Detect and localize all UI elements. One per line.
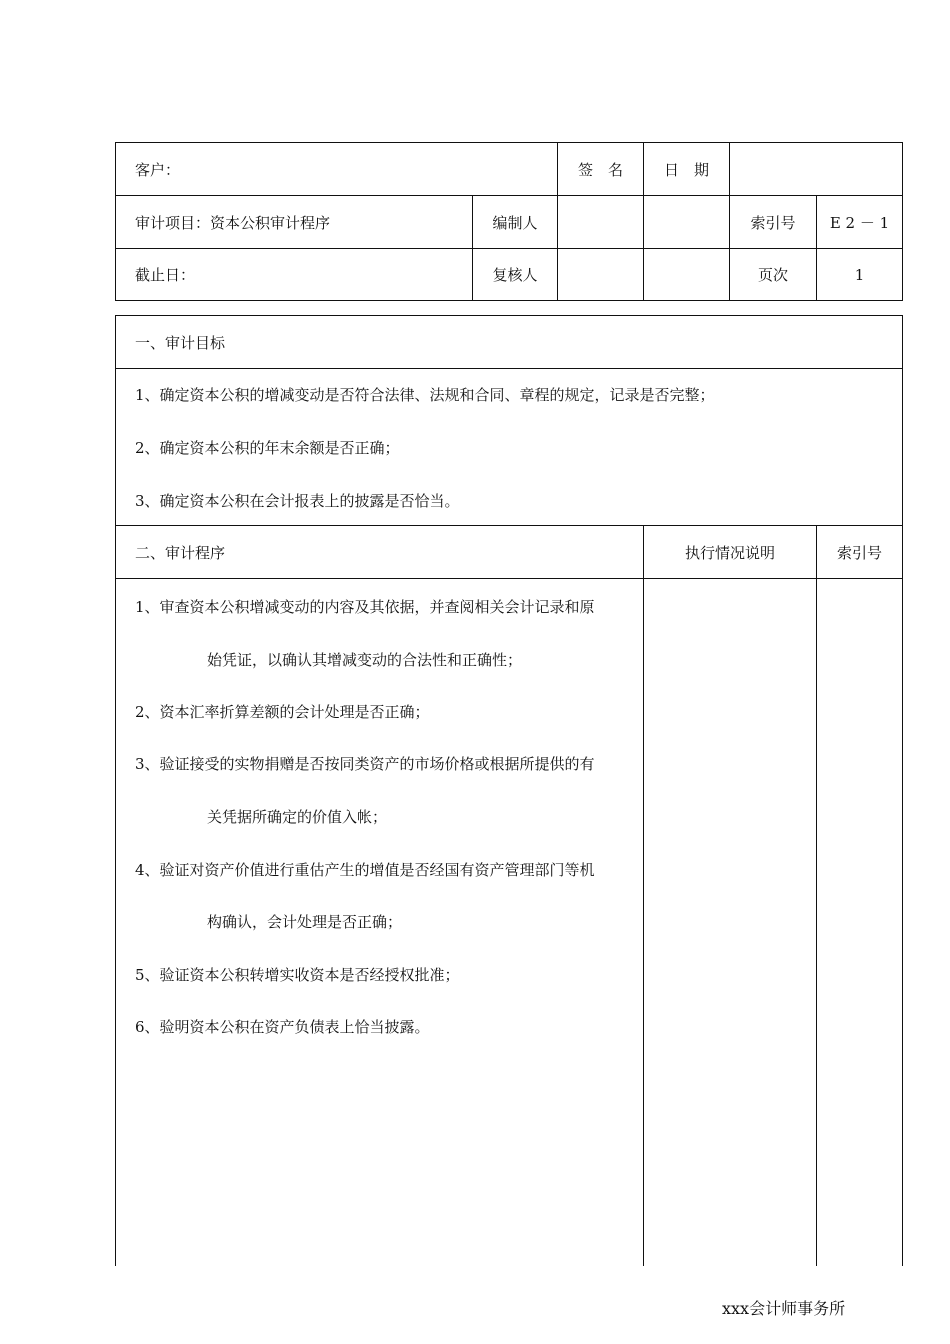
procedure-line: 1、审查资本公积增减变动的内容及其依据，并查阅相关会计记录和原 bbox=[135, 598, 595, 616]
procedure-line: 2、资本汇率折算差额的会计处理是否正确； bbox=[135, 703, 430, 721]
sign-label: 签 名 bbox=[577, 160, 623, 179]
exec-notes-header: 执行情况说明 bbox=[684, 543, 775, 562]
procedure-line: 始凭证，以确认其增减变动的合法性和正确性； bbox=[207, 651, 523, 669]
client-label: 客户： bbox=[135, 160, 181, 179]
page-label: 页次 bbox=[757, 266, 788, 284]
objective-item: 2、确定资本公积的年末余额是否正确； bbox=[135, 439, 400, 457]
procedure-line: 3、验证接受的实物捐赠是否按同类资产的市场价格或根据所提供的有 bbox=[135, 755, 595, 773]
procedure-line: 构确认，会计处理是否正确； bbox=[207, 913, 403, 931]
index-header: 索引号 bbox=[836, 543, 882, 562]
page-value: 1 bbox=[854, 265, 865, 284]
objective-item: 1、确定资本公积的增减变动是否符合法律、法规和合同、章程的规定，记录是否完整； bbox=[135, 386, 715, 404]
preparer-label: 编制人 bbox=[492, 213, 538, 232]
index-value: E 2 － 1 bbox=[829, 213, 890, 232]
procedure-line: 关凭据所确定的价值入帐； bbox=[207, 808, 388, 826]
procedure-line: 5、验证资本公积转增实收资本是否经授权批准； bbox=[135, 966, 460, 984]
cutoff-label: 截止日： bbox=[135, 266, 196, 284]
procedure-line: 6、验明资本公积在资产负债表上恰当披露。 bbox=[135, 1018, 430, 1036]
index-label: 索引号 bbox=[750, 213, 796, 232]
procedure-line: 4、验证对资产价值进行重估产生的增值是否经国有资产管理部门等机 bbox=[135, 861, 595, 879]
procedures-title: 二、审计程序 bbox=[135, 543, 226, 562]
audit-item-label: 审计项目：资本公积审计程序 bbox=[135, 213, 331, 232]
firm-name: xxx会计师事务所 bbox=[722, 1299, 846, 1318]
objectives-title: 一、审计目标 bbox=[135, 333, 226, 352]
date-label: 日 期 bbox=[663, 160, 709, 179]
objective-item: 3、确定资本公积在会计报表上的披露是否恰当。 bbox=[135, 492, 460, 510]
reviewer-label: 复核人 bbox=[492, 266, 538, 284]
